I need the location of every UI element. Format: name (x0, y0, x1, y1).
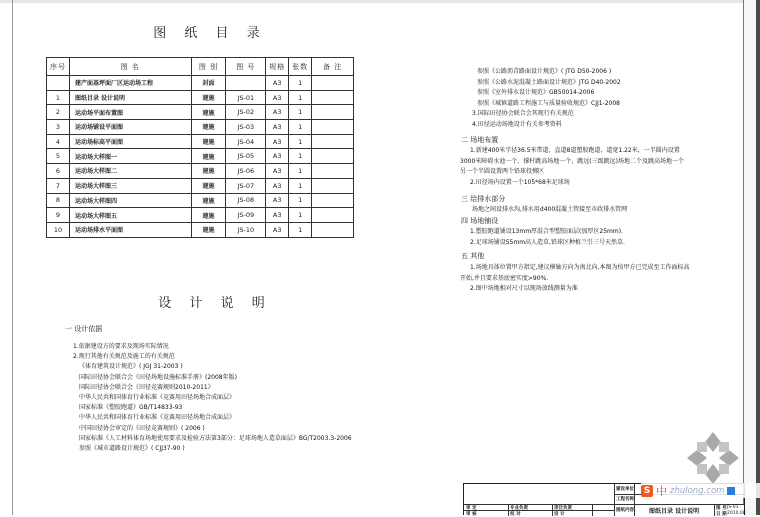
label-approve: 审 定 (466, 506, 477, 511)
table-row (47, 90, 354, 105)
cell-size: A3 (266, 149, 289, 164)
zhulong-watermark-icon (685, 430, 741, 486)
cell-sheets: 1 (289, 76, 312, 91)
cell-sheets: 1 (289, 105, 312, 120)
viewer-scrollbar[interactable] (756, 0, 760, 515)
cell-no: 9 (47, 208, 70, 223)
design-note-line: 国家标准《塑胶跑道》GB/T14833-93 (79, 404, 183, 412)
viewer-gutter (744, 0, 756, 515)
cell-sheets: 1 (289, 193, 312, 208)
cell-no: 4 (47, 134, 70, 149)
cell-no: 7 (47, 178, 70, 193)
cell-code: JS-06 (226, 164, 266, 179)
cell-sheets: 1 (289, 134, 312, 149)
cell-note (312, 208, 354, 223)
table-header-row (47, 58, 354, 76)
table-row (47, 76, 354, 91)
cell-note (312, 105, 354, 120)
cell-category: 建施 (191, 120, 226, 135)
cell-code: JS-03 (226, 120, 266, 135)
drawing-content-value: 图纸目录 设计说明 (649, 508, 700, 515)
label-project-lead: 项目负责 (554, 506, 572, 511)
cell-no: 5 (47, 149, 70, 164)
col-header-name: 图 名 (69, 58, 191, 76)
cell-name: 运动场大样图四 (69, 193, 191, 208)
label-content: 图纸内容 (616, 508, 634, 513)
cell-category: 建施 (191, 164, 226, 179)
top-toolbar-edge (0, 0, 760, 3)
table-row (47, 149, 354, 164)
cell-code: JS-04 (226, 134, 266, 149)
ime-language-toggle[interactable]: 中 (656, 484, 667, 498)
label-check: 校 对 (510, 512, 521, 517)
cell-code: JS-10 (226, 222, 266, 237)
col-header-size: 规格 (266, 58, 289, 76)
table-row (47, 164, 354, 179)
cell-category: 建施 (191, 208, 226, 223)
date-value: 2010.08 (727, 511, 746, 516)
design-note-line: 3.国际田径协会联合会其现行有关规范 (472, 110, 574, 117)
cell-no (47, 76, 70, 91)
cell-name: 运动场大样图二 (69, 164, 191, 179)
table-row (47, 178, 354, 193)
table-row (47, 193, 354, 208)
label-date: 日 期 (716, 512, 727, 517)
cell-sheets: 1 (289, 208, 312, 223)
design-note-line: 另一个半圆设置两个铅球投掷区 (460, 168, 545, 175)
design-note-line: 2.现行其他有关规范及施工的有关规范 (73, 353, 175, 361)
cell-name: 运动场标高平面图 (69, 134, 191, 149)
col-header-category: 图 别 (191, 58, 226, 76)
cell-category: 建施 (191, 222, 226, 237)
cell-category: 封面 (191, 76, 226, 91)
watermark-url: zhulong.com (670, 485, 725, 496)
left-margin-line (12, 0, 13, 515)
cell-no: 1 (47, 90, 70, 105)
cell-category: 建施 (191, 90, 226, 105)
cell-note (312, 222, 354, 237)
cell-name: 运动场平面布置图 (69, 105, 191, 120)
label-review: 审 核 (466, 512, 477, 517)
cell-code: JS-02 (226, 105, 266, 120)
section-heading-layout: 二 场地布置 (461, 136, 499, 144)
cell-size: A3 (266, 76, 289, 91)
cell-no: 8 (47, 193, 70, 208)
cell-no: 10 (47, 222, 70, 237)
design-note-line: 中华人民共和国体育行业标准《竞赛用田径场地合成面层》 (79, 394, 236, 401)
section-heading-other: 五 其他 (461, 252, 485, 260)
design-note-line: 开始,并且要求基底密实度>90%. (460, 274, 549, 282)
design-note-line: 参照《城市道路设计规范》( CJJ37-90 ) (79, 445, 185, 452)
sogou-ime-icon[interactable]: S (641, 485, 653, 497)
cell-note (312, 178, 354, 193)
cell-name: 运动场铺设平面图 (69, 120, 191, 135)
label-project: 工程名称 (616, 497, 634, 502)
cell-name: 运动场大样图三 (69, 178, 191, 193)
cell-category: 建施 (191, 105, 226, 120)
cell-code: JS-07 (226, 178, 266, 193)
design-note-line: 1.塑胶跑道铺设13mm厚混合型塑胶面层(加厚区25mm). (470, 228, 623, 235)
label-discipline-lead: 专业负责 (510, 506, 528, 511)
cell-sheets: 1 (289, 222, 312, 237)
table-row (47, 120, 354, 135)
cell-sheets: 1 (289, 178, 312, 193)
design-note-line: 中华人民共和国体育行业标准《竞赛用田径场地合成面层》 (79, 414, 236, 422)
section-heading-basis: 一 设计依据 (65, 325, 103, 333)
section-heading-drainage: 三 给排水部分 (461, 195, 506, 203)
cell-size: A3 (266, 193, 289, 208)
cell-size: A3 (266, 164, 289, 179)
cell-name: 运动场大样图五 (69, 208, 191, 223)
cell-code: JS-01 (226, 90, 266, 105)
design-note-line: 国家标准《人工材料体育场地使用要求及检验方法第3部分：足球场地人造草面层》BG/T2003.3-2006 (79, 434, 352, 442)
col-header-sheets: 张数 (289, 58, 312, 76)
design-note-line: 场地之间设排水沟,排水用d400混凝土管接至市政排水管网 (472, 206, 628, 213)
design-note-line: 2.图中场地相对尺寸以现场放线测量为准 (470, 285, 578, 292)
table-row (47, 134, 354, 149)
design-note-line: 1.场地具体位置甲方指定,建议横轴方向为南北向,本图为按甲方已完成至工作面标高 (470, 264, 690, 271)
ime-skin-icon[interactable] (727, 487, 735, 495)
cell-sheets: 1 (289, 149, 312, 164)
label-client: 建设单位 (616, 487, 634, 492)
cell-size: A3 (266, 105, 289, 120)
cell-sheets: 1 (289, 120, 312, 135)
design-note-line: 3000米障碍水池一个、撑杆跳高场地一个、跳远(三级跳远)场地二个及跳高场地一个 (460, 157, 684, 165)
design-note-line: 1.依据建设方的要求及现场实际情况 (73, 343, 169, 350)
design-note-line: 参照《室外排水设计规范》GB50014-2006 (477, 89, 595, 96)
design-note-line: 参照《公路水泥混凝土路面设计规范》JTG D40-2002 (477, 78, 621, 86)
design-note-line: 中国田径协会审定的《田径竞赛规则》( 2006 ) (79, 424, 205, 432)
cell-category: 建施 (191, 149, 226, 164)
drawing-frame-right (743, 0, 744, 505)
cell-note (312, 164, 354, 179)
cell-sheets: 1 (289, 164, 312, 179)
cell-code: JS-05 (226, 149, 266, 164)
design-note-line: 4.田径运动场地设计有关参考资料 (472, 120, 562, 128)
cell-name: 图纸目录 设计说明 (69, 90, 191, 105)
drawing-catalog-table (46, 57, 354, 238)
cell-note (312, 149, 354, 164)
cell-note (312, 193, 354, 208)
cell-name: 运动场大样图一 (69, 149, 191, 164)
design-note-line: 国际田径协会联合会《田径场地设施标准手册》(2008年版) (79, 373, 237, 381)
cell-note (312, 90, 354, 105)
cell-note (312, 76, 354, 91)
design-note-line: 参照《公路沥青路面设计规范》( JTG D50-2006 ) (477, 68, 612, 75)
label-drawing-no: 图 号 (716, 506, 727, 511)
cell-size: A3 (266, 222, 289, 237)
cell-no: 2 (47, 105, 70, 120)
cell-size: A3 (266, 90, 289, 105)
cell-size: A3 (266, 208, 289, 223)
cell-code: JS-08 (226, 193, 266, 208)
cell-note (312, 120, 354, 135)
cell-size: A3 (266, 178, 289, 193)
col-header-note: 备 注 (312, 58, 354, 76)
cell-code (226, 76, 266, 91)
cell-note (312, 134, 354, 149)
cell-category: 建施 (191, 193, 226, 208)
cell-category: 建施 (191, 134, 226, 149)
design-note-line: 1.新建400米半径36.5米带道，直道8道塑胶跑道，道宽1.22米，一半圆内设置 (470, 147, 680, 154)
table-row (47, 222, 354, 237)
cell-size: A3 (266, 120, 289, 135)
label-design: 设 计 (554, 512, 565, 517)
table-row (47, 208, 354, 223)
catalog-title: 图 纸 目 录 (153, 26, 267, 41)
cell-name: 运动场排水平面图 (69, 222, 191, 237)
col-header-code: 图 号 (226, 58, 266, 76)
cell-size: A3 (266, 134, 289, 149)
col-header-no: 序号 (47, 58, 70, 76)
cell-category: 建施 (191, 178, 226, 193)
design-note-line: 2.田径场内设置一个105*68米足球场 (470, 178, 570, 186)
design-note-line: 国际田径协会联合会《田径竞赛规则2010-2011》 (79, 383, 214, 391)
cell-name: 建产面基坪面厂区运动场工程 (69, 76, 191, 91)
cell-no: 6 (47, 164, 70, 179)
cell-sheets: 1 (289, 90, 312, 105)
ime-toolbar[interactable] (641, 483, 760, 498)
drawing-number-value: JS-01 (727, 505, 739, 510)
design-note-line: 参照《城镇道路工程施工与质量验收规范》CJJ1-2008 (477, 99, 620, 107)
cell-code: JS-09 (226, 208, 266, 223)
cell-no: 3 (47, 120, 70, 135)
section-heading-paving: 四 场地铺设 (461, 217, 499, 225)
design-notes-title: 设 计 说 明 (158, 296, 272, 311)
table-row (47, 105, 354, 120)
design-note-line: 2.足球场铺设55mm高人造草,铅球区种植兰引三号天然草. (470, 239, 625, 246)
design-note-line: 《体育建筑设计规范》( JGJ 31-2003 ) (79, 363, 183, 371)
